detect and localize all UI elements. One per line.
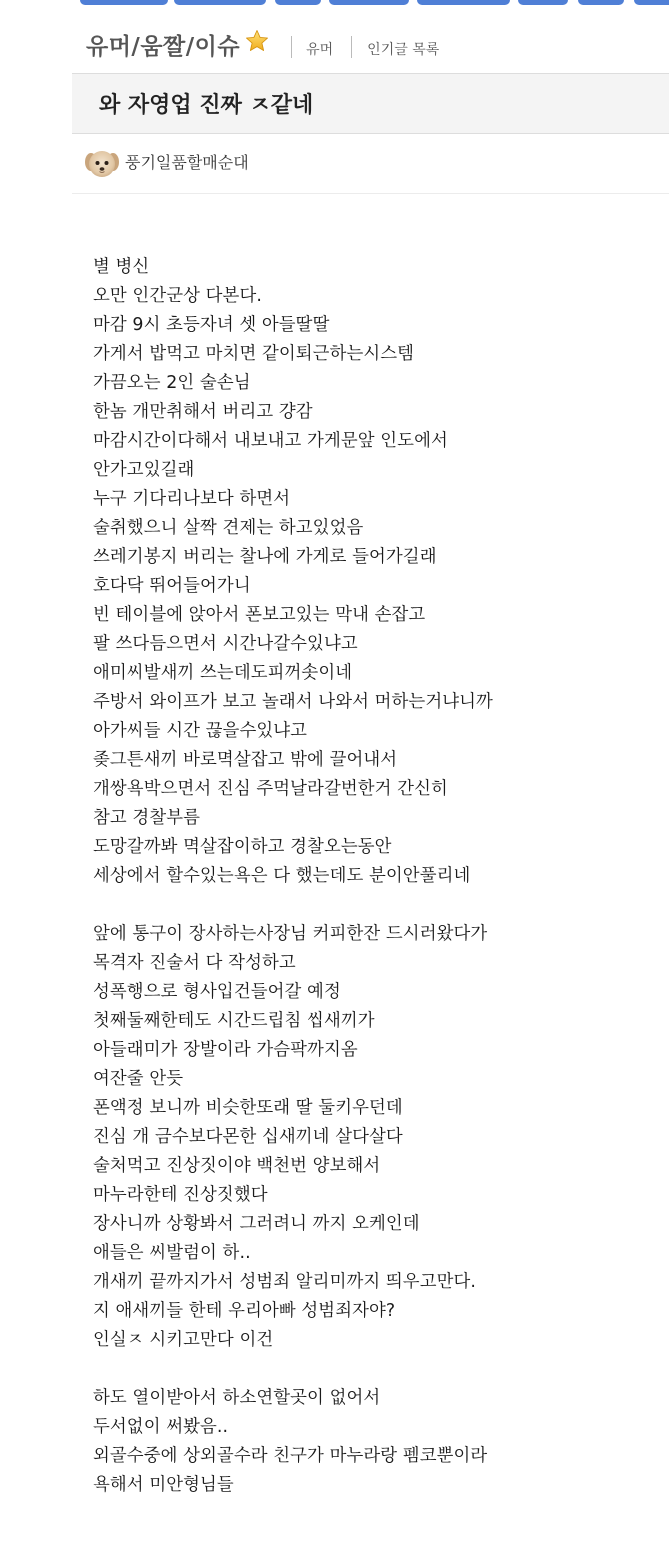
post-body-line: 누구 기다리나보다 하면서 xyxy=(93,489,291,509)
post-body-line: 별 병신 xyxy=(93,257,150,277)
post-title-bar xyxy=(72,73,669,134)
star-icon[interactable] xyxy=(245,29,269,53)
top-nav-tabs xyxy=(78,0,669,6)
post-body-line: 애들은 씨발럼이 하.. xyxy=(93,1243,251,1263)
post-title: 와 자영업 진짜 ㅈ같네 xyxy=(99,93,314,118)
top-nav-tab[interactable] xyxy=(417,0,510,5)
post-body-line: 안가고있길래 xyxy=(93,460,195,480)
post-body-line: 팔 쓰다듬으면서 시간나갈수있냐고 xyxy=(93,634,358,654)
author-row xyxy=(72,134,669,194)
dog-avatar-icon[interactable] xyxy=(85,148,119,180)
post-body-line: 가끔오는 2인 술손님 xyxy=(93,373,251,393)
post-body-line: 주방서 와이프가 보고 놀래서 나와서 머하는거냐니까 xyxy=(93,692,493,712)
top-nav-tab[interactable] xyxy=(578,0,624,5)
post-body-line: 마감시간이다해서 내보내고 가게문앞 인도에서 xyxy=(93,431,448,451)
header-divider xyxy=(291,36,292,58)
post-body-line: 마감 9시 초등자녀 셋 아들딸딸 xyxy=(93,315,330,335)
post-body-line: 참고 경찰부름 xyxy=(93,808,201,828)
post-body-line: 애미씨발새끼 쓰는데도피꺼솟이네 xyxy=(93,663,353,683)
post-body-line: 성폭행으로 형사입건들어갈 예정 xyxy=(93,982,341,1002)
post-body-line: 첫째둘째한테도 시간드립침 씹새끼가 xyxy=(93,1011,375,1031)
post-body-line: 목격자 진술서 다 작성하고 xyxy=(93,953,296,973)
post-body-line: 빈 테이블에 앉아서 폰보고있는 막내 손잡고 xyxy=(93,605,426,625)
post-body-line: 술처먹고 진상짓이야 백천번 양보해서 xyxy=(93,1156,381,1176)
post-body-line: 도망갈까봐 멱살잡이하고 경찰오는동안 xyxy=(93,837,392,857)
post-body-line: 술취했으니 살짝 견제는 하고있었음 xyxy=(93,518,364,538)
post-body-line: 하도 열이받아서 하소연할곳이 없어서 xyxy=(93,1388,381,1408)
gallery-header xyxy=(86,26,439,62)
post-blank-line xyxy=(93,891,663,920)
post-body-line: 좆그튼새끼 바로멱살잡고 밖에 끌어내서 xyxy=(93,750,398,770)
post-blank-line xyxy=(93,1355,663,1384)
post-body-line: 장사니까 상황봐서 그러려니 까지 오케인데 xyxy=(93,1214,420,1234)
post-body-line: 인실ㅈ 시키고만다 이건 xyxy=(93,1330,274,1350)
post-body-line: 지 애새끼들 한테 우리아빠 성범죄자야? xyxy=(93,1301,396,1321)
top-nav-tab[interactable] xyxy=(634,0,669,5)
post-body-line: 세상에서 할수있는욕은 다 했는데도 분이안풀리네 xyxy=(93,866,471,886)
post-body-line: 한놈 개만취해서 버리고 걍감 xyxy=(93,402,313,422)
post-body-line: 개쌍욕박으면서 진심 주먹날라갈번한거 간신히 xyxy=(93,779,448,799)
post-body-line: 욕해서 미안형님들 xyxy=(93,1475,234,1495)
post-body-line: 외골수중에 상외골수라 친구가 마누라랑 펨코뿐이라 xyxy=(93,1446,488,1466)
post-body-line: 가게서 밥먹고 마치면 같이퇴근하는시스템 xyxy=(93,344,415,364)
top-nav-tab[interactable] xyxy=(329,0,409,5)
post-body-line: 앞에 통구이 장사하는사장님 커피한잔 드시러왔다가 xyxy=(93,924,488,944)
post-body-line: 쓰레기봉지 버리는 찰나에 가게로 들어가길래 xyxy=(93,547,437,567)
top-nav-tab[interactable] xyxy=(80,0,168,5)
post-body-line: 여잔줄 안듯 xyxy=(93,1069,184,1089)
top-nav-tab[interactable] xyxy=(275,0,321,5)
popular-list-link[interactable]: 인기글 목록 xyxy=(367,42,440,58)
post-body-line: 호다닥 뛰어들어가니 xyxy=(93,576,251,596)
top-nav-tab[interactable] xyxy=(518,0,568,5)
post-body-line: 폰액정 보니까 비슷한또래 딸 둘키우던데 xyxy=(93,1098,403,1118)
post-body-line: 마누라한테 진상짓했다 xyxy=(93,1185,268,1205)
author-name[interactable]: 풍기일품할매순대 xyxy=(125,153,249,172)
post-body-line: 두서없이 써봤음.. xyxy=(93,1417,229,1437)
post-body-line: 진심 개 금수보다몬한 십새끼네 살다살다 xyxy=(93,1127,403,1147)
post-body-line: 개새끼 끝까지가서 성범죄 알리미까지 띄우고만다. xyxy=(93,1272,477,1292)
post-body-line: 아들래미가 장발이라 가슴팍까지옴 xyxy=(93,1040,358,1060)
post-body-line: 오만 인간군상 다본다. xyxy=(93,286,262,306)
gallery-name[interactable]: 유머/움짤/이슈 xyxy=(86,33,241,60)
humor-link[interactable]: 유머 xyxy=(306,42,334,58)
post-body xyxy=(93,253,663,1500)
top-nav-tab[interactable] xyxy=(174,0,266,5)
post-body-line: 아가씨들 시간 끊을수있냐고 xyxy=(93,721,308,741)
header-divider xyxy=(351,36,352,58)
